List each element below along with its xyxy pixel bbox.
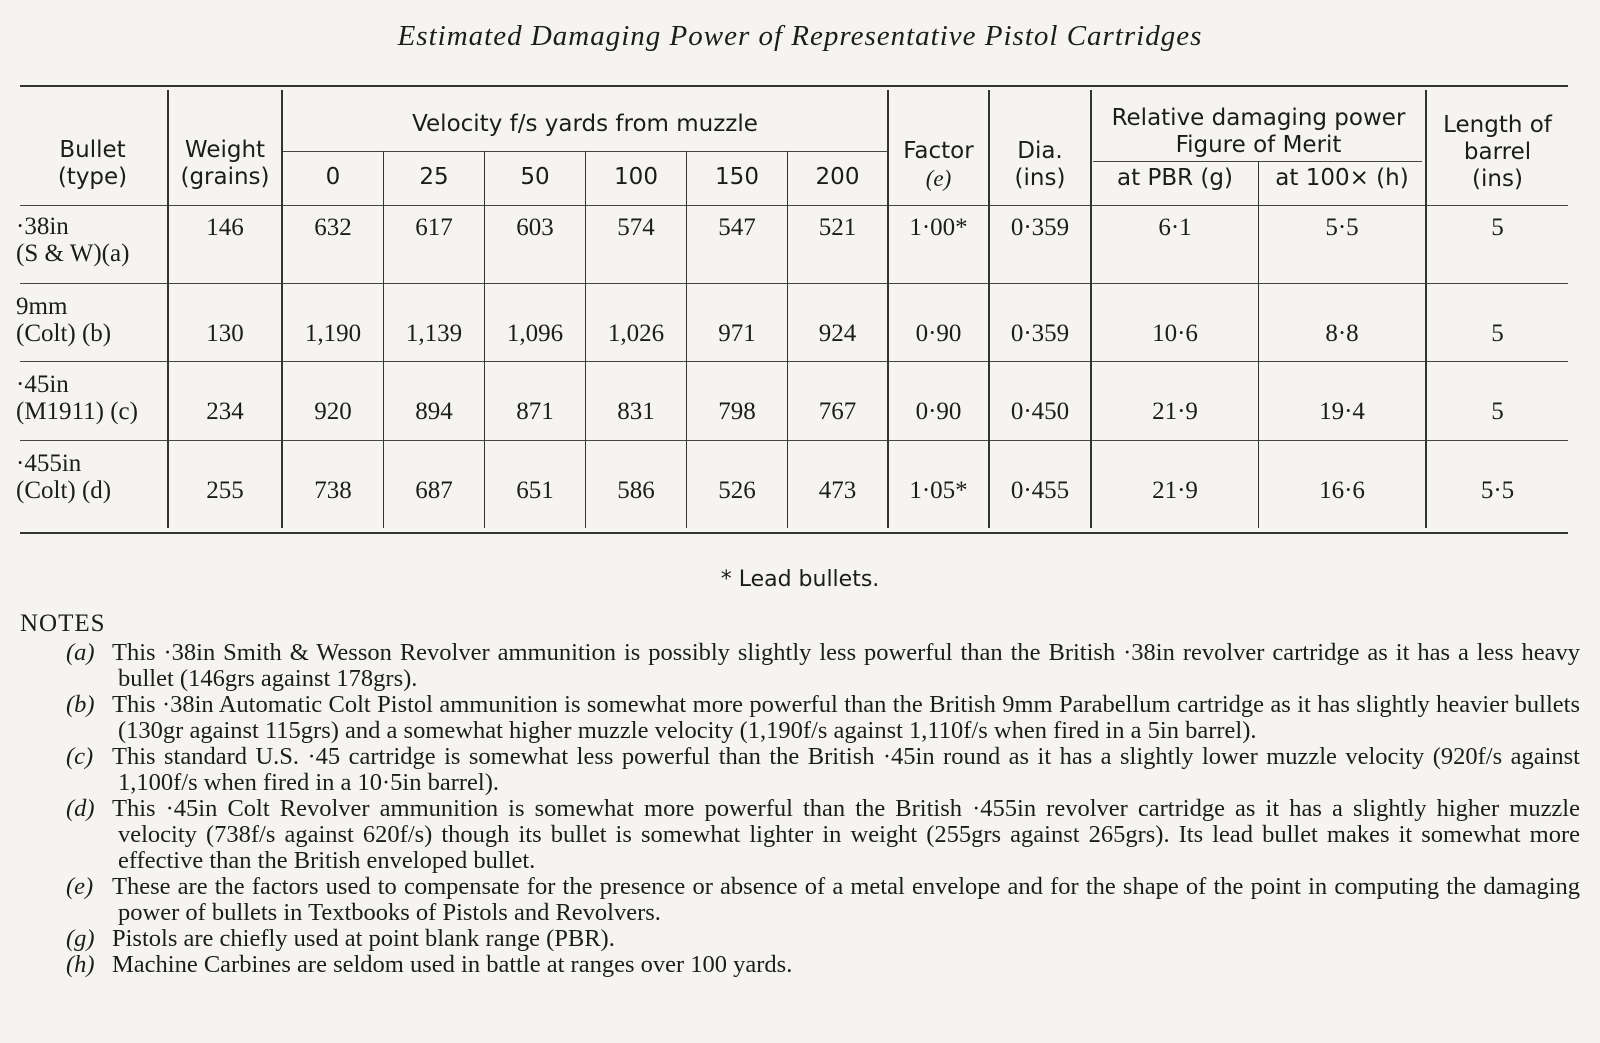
note-item	[20, 692, 1580, 744]
weight-cell: 255	[206, 477, 244, 504]
header-velocity-group: Velocity f/s yards from muzzle	[412, 111, 758, 137]
velocity-cell: 526	[718, 477, 756, 504]
barrel-length-cell: 5	[1491, 398, 1504, 425]
velocity-cell: 632	[314, 214, 352, 241]
velocity-cell: 687	[415, 477, 453, 504]
barrel-length-cell: 5·5	[1480, 477, 1515, 504]
notes-list	[20, 640, 1580, 978]
note-text: This ·38in Automatic Colt Pistol ammunition is somewhat more powerful than the British 9mm Parabellum cartridge as it has slightly heavier bullets (130gr against 115grs) and a somewhat higher muzzle velocity (1,190f/s against 1,110f/s when fired in a 5in barrel).	[112, 691, 1580, 744]
velocity-cell: 871	[516, 398, 554, 425]
row-rule-3	[20, 440, 1568, 441]
velocity-cell: 831	[617, 398, 655, 425]
header-velocity-col: 200	[815, 164, 860, 190]
note-text: Pistols are chiefly used at point blank range (PBR).	[112, 925, 615, 952]
bullet-type-cell	[16, 450, 111, 504]
weight-cell: 234	[206, 398, 244, 425]
note-tag: (g)	[66, 925, 95, 952]
at100-cell: 19·4	[1319, 398, 1365, 425]
note-text: This ·45in Colt Revolver ammunition is somewhat more powerful than the British ·455in revolver cartridge as it has a slightly higher muzzle velocity (738f/s against 620f/s) though its bullet is somewhat lighter in weight (255grs against 265grs). Its lead bullet makes it somewhat more effective than the British enveloped bullet.	[112, 795, 1580, 874]
header-velocity-col: 50	[520, 164, 550, 190]
velocity-cell: 473	[818, 477, 857, 504]
dia-cell: 0·450	[1010, 398, 1070, 425]
note-tag: (h)	[66, 951, 95, 978]
note-text: Machine Carbines are seldom used in battle at ranges over 100 yards.	[112, 951, 793, 978]
header-velocity-col: 100	[614, 164, 658, 190]
note-tag: (b)	[66, 691, 95, 718]
pbr-cell: 6·1	[1158, 214, 1192, 241]
note-tag: (e)	[66, 873, 94, 900]
barrel-length-cell: 5	[1491, 214, 1504, 241]
col-divider	[281, 90, 283, 528]
bullet-type-line: (Colt) (d)	[16, 477, 112, 504]
header-rdp-100: at 100× (h)	[1275, 165, 1409, 191]
velocity-cell: 767	[818, 398, 857, 425]
bullet-type-line: ·38in	[16, 213, 69, 240]
at100-cell: 5·5	[1325, 214, 1359, 241]
velocity-cell: 1,026	[607, 320, 665, 347]
note-text: This ·38in Smith & Wesson Revolver ammunition is possibly slightly less powerful than the British ·38in revolver cartridge as it has a less heavy bullet (146grs against 178grs).	[112, 639, 1580, 692]
header-weight: Weight (grains)	[180, 137, 270, 190]
bullet-type-line: (M1911) (c)	[16, 398, 138, 425]
row-rule-1	[20, 283, 1568, 284]
table-bottom-rule	[20, 532, 1568, 534]
velocity-cell: 1,096	[506, 320, 564, 347]
velocity-cell: 1,139	[405, 320, 463, 347]
note-tag: (a)	[66, 639, 95, 666]
note-item	[20, 874, 1580, 926]
velocity-cell: 738	[314, 477, 352, 504]
note-item	[20, 952, 1580, 978]
velocity-cell: 586	[617, 477, 655, 504]
bullet-type-line: ·45in	[16, 371, 69, 398]
bullet-type-cell	[16, 371, 138, 425]
velocity-cell: 603	[516, 214, 554, 241]
bullet-type-cell	[16, 293, 111, 347]
pbr-cell: 21·9	[1152, 477, 1198, 504]
bullet-type-line: 9mm	[16, 293, 68, 320]
factor-cell: 1·05*	[909, 477, 968, 504]
velocity-cell: 651	[516, 477, 554, 504]
note-tag: (c)	[66, 743, 94, 770]
note-text: These are the factors used to compensate for the presence or absence of a metal envelope and for the shape of the point in computing the damaging power of bullets in Textbooks of Pistols and Revolvers.	[112, 873, 1580, 926]
factor-cell: 1·00*	[909, 214, 968, 241]
notes-heading: NOTES	[20, 610, 106, 637]
header-bullet: Bullet (type)	[57, 137, 128, 190]
bullet-type-line: (Colt) (b)	[16, 320, 112, 347]
velocity-cell: 798	[718, 398, 756, 425]
header-dia: Dia. (ins)	[1014, 138, 1066, 191]
weight-cell: 146	[206, 214, 244, 241]
pbr-cell: 21·9	[1152, 398, 1198, 425]
velocity-cell: 1,190	[304, 320, 362, 347]
note-item	[20, 744, 1580, 796]
pbr-cell: 10·6	[1152, 320, 1198, 347]
velocity-cell: 971	[718, 320, 756, 347]
weight-cell: 130	[206, 320, 244, 347]
note-item	[20, 926, 1580, 952]
factor-cell: 0·90	[915, 398, 962, 425]
dia-cell: 0·455	[1010, 477, 1070, 504]
dia-cell: 0·359	[1010, 214, 1070, 241]
header-velocity-col: 25	[419, 164, 449, 190]
header-bottom-rule	[20, 205, 1568, 206]
velocity-cell: 521	[818, 214, 857, 241]
velocity-cell: 924	[818, 320, 857, 347]
lead-bullets-footnote: * Lead bullets.	[720, 567, 880, 592]
velocity-cell: 920	[314, 398, 352, 425]
dia-cell: 0·359	[1010, 320, 1070, 347]
header-rdp-pbr: at PBR (g)	[1117, 165, 1233, 191]
row-rule-2	[20, 361, 1568, 362]
bullet-type-cell	[16, 213, 129, 267]
at100-cell: 16·6	[1319, 477, 1365, 504]
velocity-cell: 894	[415, 398, 453, 425]
header-velocity-col: 0	[325, 164, 341, 190]
header-factor: Factor (e)	[903, 138, 974, 191]
table-top-rule	[20, 85, 1568, 87]
at100-cell: 8·8	[1325, 320, 1359, 347]
header-velocity-col: 150	[715, 164, 759, 190]
header-rdp-group: Relative damaging power Figure of Merit	[1111, 105, 1406, 158]
velocity-cell: 574	[617, 214, 655, 241]
note-item	[20, 640, 1580, 692]
factor-cell: 0·90	[915, 320, 962, 347]
bullet-type-line: (S & W)(a)	[16, 240, 130, 267]
bullet-type-line: ·455in	[16, 450, 82, 477]
note-text: This standard U.S. ·45 cartridge is somewhat less powerful than the British ·45in round as it has a slightly lower muzzle velocity (920f/s against 1,100f/s when fired in a 10·5in barrel).	[112, 743, 1580, 796]
note-tag: (d)	[66, 795, 95, 822]
velocity-cell: 617	[415, 214, 453, 241]
velocity-cell: 547	[718, 214, 756, 241]
table-title: Estimated Damaging Power of Representative Pistol Cartridges	[397, 20, 1203, 52]
header-length: Length of barrel (ins)	[1443, 112, 1552, 192]
barrel-length-cell: 5	[1491, 320, 1504, 347]
note-item	[20, 796, 1580, 874]
